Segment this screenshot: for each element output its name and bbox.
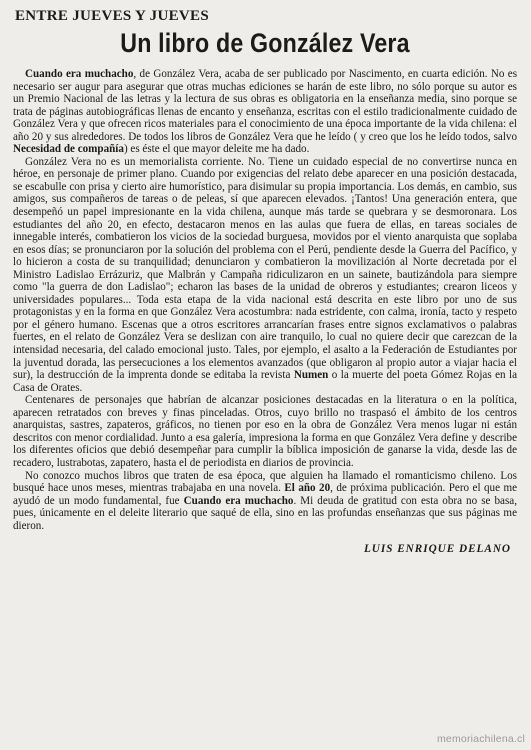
book-title: Necesidad de compañía <box>13 143 124 156</box>
paragraph-1: Cuando era muchacho, de González Vera, acaba de ser publicado por Nascimento, en cuarta edición. No es necesario ser augur para asegurar que otras muchas ediciones se harán de este libro, no sólo porque su autor es un Premio Nacional de las letras y la lectura de sus obras es obligatoria en la enseñanza media, sino porque se trata de páginas autobiográficas llenas de encanto y enseñanza, escritas con el estilo tradicionalmente cuidado de González Vera y que ofrecen ricos materiales para el conocimiento de una época importante de la vida chilena: el año 20 y sus alrededores. De todos los libros de González Vera que he leído ( y creo que los he leído todos, salvo Necesidad de compañía) es éste el que mayor deleite me ha dado. <box>13 68 518 156</box>
author-signature: LUIS ENRIQUE DELANO <box>363 543 511 556</box>
paragraph-2: González Vera no es un memorialista corriente. No. Tiene un cuidado especial de no convertirse nunca en héroe, en personaje de primer plano. Cuando por exigencias del relato debe aparecer en una posición destacada, se escabulle con prisa y cierto aire humorístico, para disimular su propia importancia. Los demás, en cambio, sus amigos, sus compañeros de tareas o de peleas, sí que aparecen elevados. ¡Tantos! Una generación entera, que desempeñó un papel impresionante en la vida chilena, aunque más tarde se quebrara y se desmoronara. Los estudiantes del año 20, en efecto, destacaron menos en las aulas que fuera de ellas, en tareas sociales de innegable interés, combatieron los vicios de la sociedad burguesa, movidos por el viento anarquista que soplaba en esos días; se pronunciaron por la solución del problema con el Perú, pendiente desde la Guerra del Pacífico, y lo hicieron a costa de su tranquilidad; denunciaron y combatieron la movilización al Norte decretada por el Ministro Ladislao Errázuriz, que Malbrán y Campaña ridiculizaron en un sainete, bautizándola para siempre como "la guerra de don Ladislao"; echaron las bases de la unidad de obreros y estudiantes; crearon liceos y universidades populares... Toda esta etapa de la vida nacional está descrita en este libro por uno de sus protagonistas y en la forma en que González Vera acostumbra: nada estridente, con calma, ironía, tacto y respeto por el género humano. Escenas que a otros escritores arrancarían frases entre signos exclamativos o palabras fuertes, en el relato de González Vera se deslizan con aire tranquilo, lo cual no quiere decir que carezcan de la intensidad necesaria, del calado emocional justo. Tales, por ejemplo, el asalto a la Federación de Estudiantes por la juventud dorada, las persecuciones a los elementos avanzados (que obligaron al propio autor a viajar hacia el sur), la destrucción de la imprenta donde se editaba la revista Numen o la muerte del poeta Gómez Rojas en la Casa de Orates. <box>13 155 517 394</box>
book-title: Numen <box>293 369 329 382</box>
article-title: Un libro de González Vera <box>120 28 410 58</box>
book-title: Cuando era muchacho <box>25 68 134 80</box>
book-title: El año 20 <box>284 482 331 495</box>
book-title: Cuando era muchacho <box>183 494 294 507</box>
section-header: ENTRE JUEVES Y JUEVES <box>15 8 209 24</box>
paragraph-3: Centenares de personajes que habrían de alcanzar posiciones destacadas en la literatura o en la política, aparecen retratados con breves y finas pinceladas. Otros, cuyo brillo no traspasó el ámbito de los centros anarquistas, sastres, zapateros, gráficos, no tienen por eso en la obra de González Vera menos lugar ni están descritos con menor cordialidad. Junto a esa galería, impresiona la forma en que González Vera define y describe los diferentes oficios que debió desempeñar para cumplir la bíblica imposición de ganarse la vida, desde las de recadero, lustrabotas, zapatero, hasta el de periodista en diarios de provincia. <box>13 394 517 469</box>
article-body <box>13 68 517 532</box>
source-watermark[interactable]: memoriachilena.cl <box>436 733 525 745</box>
paragraph-4: No conozco muchos libros que traten de esa época, que alguien ha llamado el romanticismo chileno. Los busqué hace unos meses, mientras trabajaba en una novela. El año 20, de próxima publicación. Pero el que me ayudó de un modo fundamental, fue Cuando era muchacho. Mi deuda de gratitud con esta obra no se basa, pues, únicamente en el deleite literario que saqué de ella, sino en las profundas enseñanzas que sus páginas me dieron. <box>13 469 518 532</box>
